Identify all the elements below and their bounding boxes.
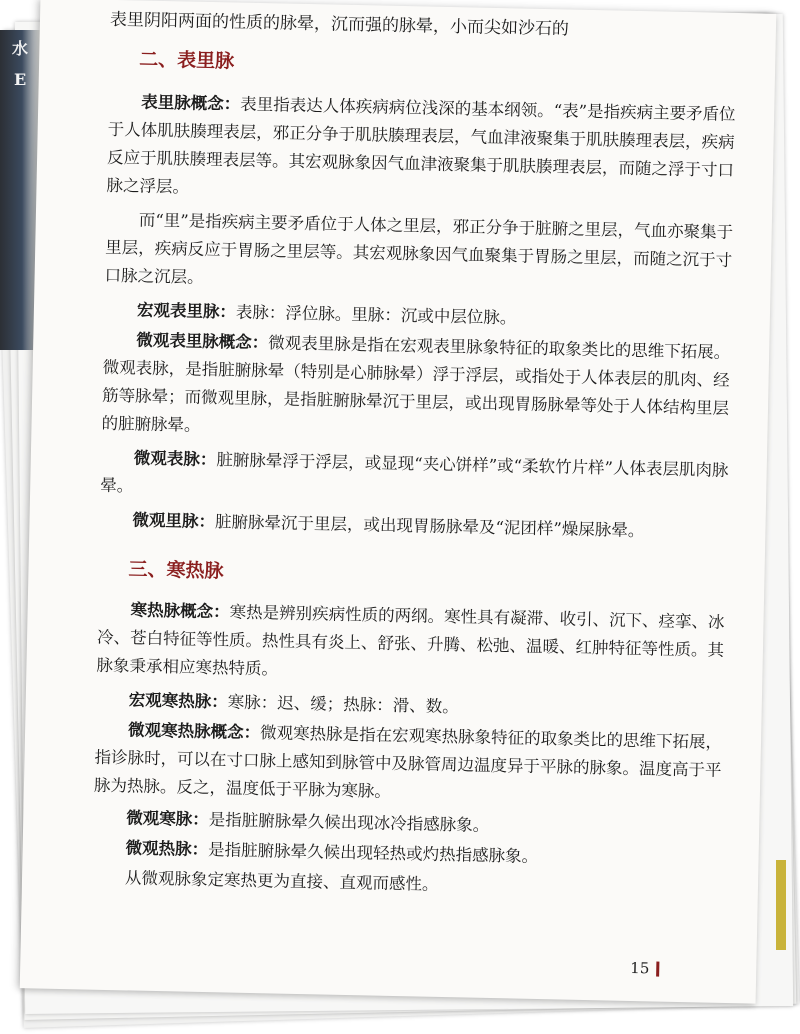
page-number: 15	[630, 958, 650, 978]
term-macro-biaoli: 宏观表里脉：	[136, 300, 237, 322]
section-heading-hanre: 三、寒热脉	[128, 558, 224, 583]
term-micro-re: 微观热脉：	[125, 838, 209, 860]
term-hanre-concept: 寒热脉概念：	[130, 600, 230, 622]
term-biaoli-concept: 表里脉概念：	[141, 92, 241, 114]
section-heading-biaoli: 二、表里脉	[138, 48, 235, 73]
text-micro-biao: 脏腑脉晕浮于浮层，或显现“夹心饼样”或“柔软竹片样”人体表层肌肉脉晕。	[100, 450, 729, 496]
text-macro-hanre: 寒脉：迟、缓；热脉：滑、数。	[227, 692, 459, 717]
text-macro-biaoli: 表脉：浮位脉。里脉：沉或中层位脉。	[235, 302, 517, 328]
book-page	[20, 0, 777, 1004]
term-micro-biaoli-concept: 微观表里脉概念：	[136, 330, 269, 353]
term-micro-han: 微观寒脉：	[126, 808, 209, 830]
text-li-definition: 而“里”是指疾病主要矛盾位于人体之里层，邪正分争于脏腑之里层，气血亦聚集于里层，疾病反应于胃肠之里层等。其宏观脉象因气血聚集于胃肠之里层，而随之沉于寸口脉之沉层。	[104, 210, 734, 287]
adjacent-page-yellow-edge	[776, 860, 786, 950]
text-micro-han: 是指脏腑脉晕久候出现冰冷指感脉象。	[208, 810, 490, 835]
edge-char-1: 水	[12, 39, 29, 58]
term-macro-hanre: 宏观寒热脉：	[128, 690, 228, 712]
paragraph-biaoli-concept	[106, 88, 748, 213]
paragraph-li-definition	[104, 206, 746, 303]
text-conclusion: 从微观脉象定寒热更为直接、直观而感性。	[124, 868, 439, 894]
text-hanre-concept: 寒热是辨别疾病性质的两纲。寒性具有凝滞、收引、沉下、痉挛、冰冷、苍白特征等性质。热性具有炎上、舒张、升腾、松弛、温暖、红肿特征等性质。其脉象秉承相应寒热特质。	[96, 602, 725, 679]
text-micro-li: 脏腑脉晕沉于里层，或出现胃肠脉晕及“泥团样”燥屎脉晕。	[214, 512, 645, 541]
text-micro-biaoli-concept: 微观表里脉是指在宏观表里脉象特征的取象类比的思维下拓展。微观表脉，是指脏腑脉晕（特别是心肺脉晕）浮于浮层，或指处于人体表层的肌肉、经筋等脉晕；而微观里脉，是指脏腑脉晕沉于里层，或出现胃肠脉晕等处于人体结构里层的脏腑脉晕。	[101, 333, 731, 435]
paragraph-micro-hanre-concept	[94, 716, 736, 813]
text-micro-re: 是指脏腑脉晕久候出现轻热或灼热指感脉象。	[207, 840, 539, 867]
edge-char-2: E	[14, 70, 27, 89]
text-micro-hanre-concept: 微观寒热脉是指在宏观寒热脉象特征的取象类比的思维下拓展，指诊脉时，可以在寸口脉上感知到脉管中及脉管周边温度异于平脉的脉象。温度高于平脉为热脉。反之，温度低于平脉为寒脉。	[93, 723, 723, 801]
top-cut-text: 表里阴阳两面的性质的脉晕，沉而强的脉晕，小而尖如沙石的	[109, 9, 570, 40]
term-micro-li: 微观里脉：	[132, 510, 216, 532]
text-biaoli-concept: 表里指表达人体疾病病位浅深的基本纲领。“表”是指疾病主要矛盾位于人体肌肤腠理表层，邪正分争于肌肤腠理表层，气血津液聚集于肌肤腠理表层，疾病反应于肌肤腠理表层等。其宏观脉象因气血津液聚集于肌肤腠理表层，而随之浮于寸口脉之浮层。	[106, 94, 736, 197]
page-number-marker	[656, 962, 659, 977]
paragraph-micro-biao	[100, 444, 741, 513]
paragraph-hanre-concept	[96, 596, 738, 693]
paragraph-micro-li	[99, 506, 739, 547]
term-micro-hanre-concept: 微观寒热脉概念：	[127, 720, 261, 743]
page-content	[93, 0, 750, 978]
term-micro-biao: 微观表脉：	[133, 448, 217, 470]
paragraph-micro-biaoli-concept	[101, 326, 743, 451]
